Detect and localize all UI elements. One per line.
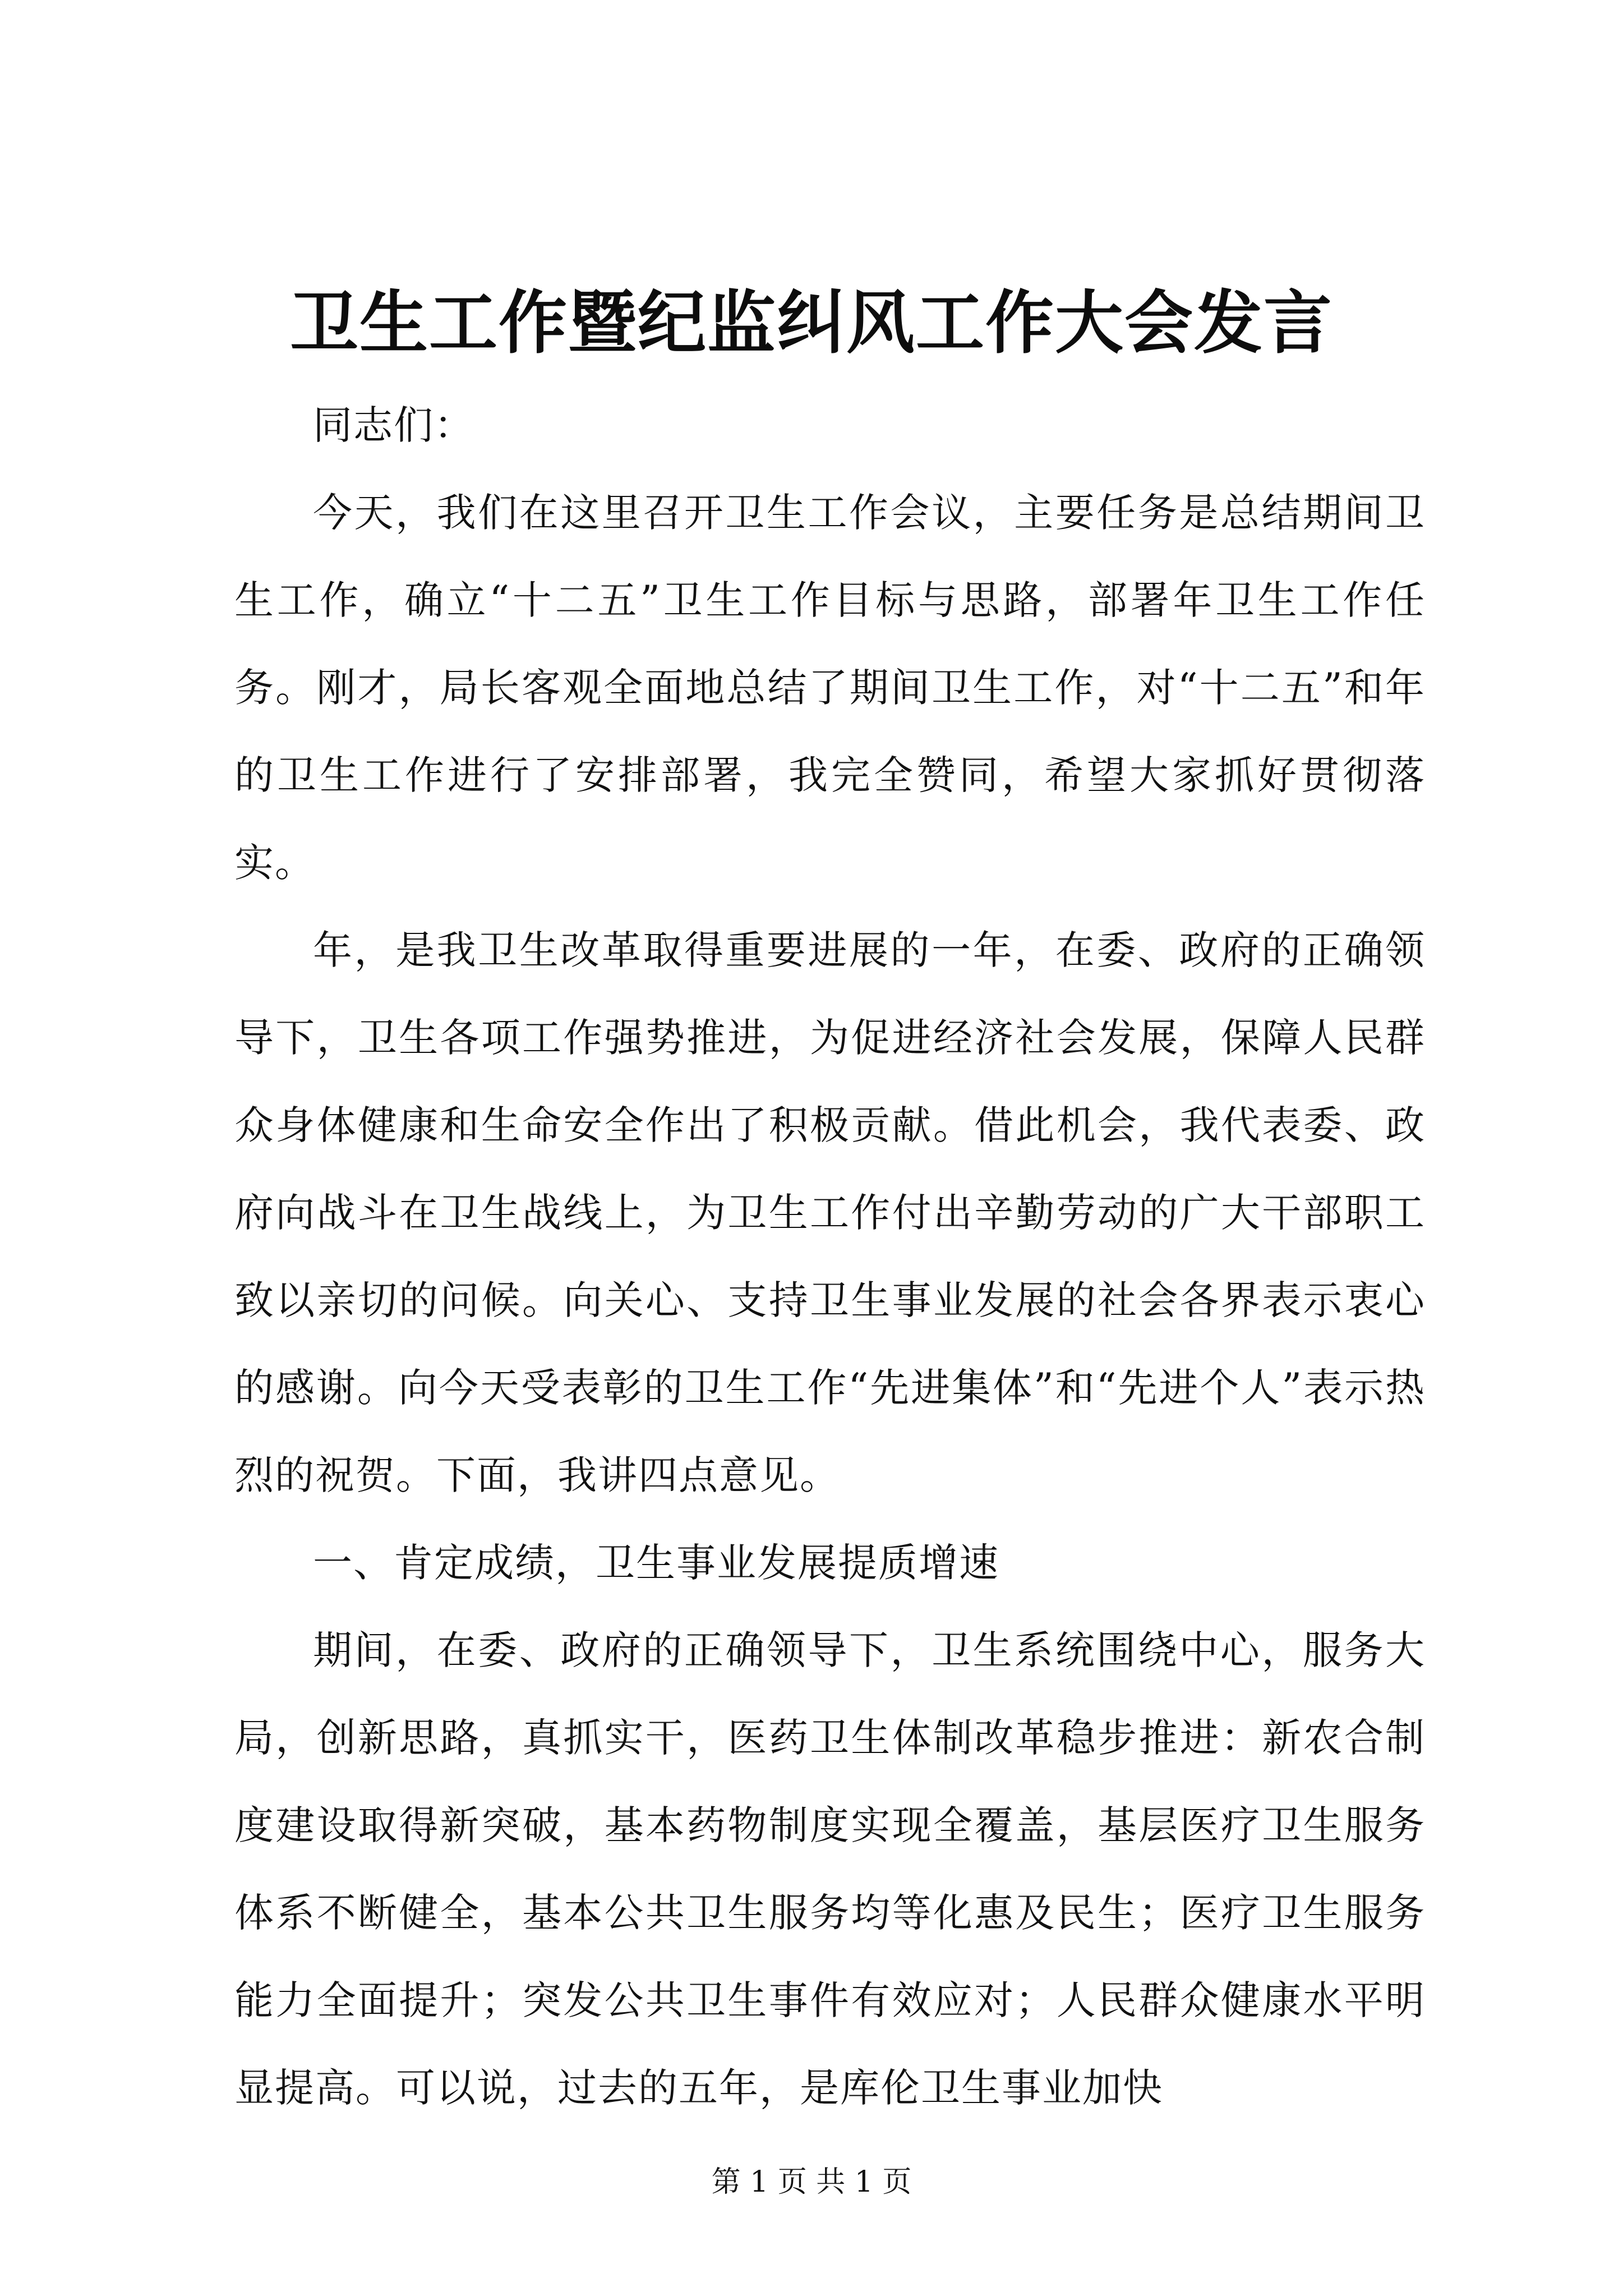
salutation-paragraph: 同志们：	[313, 402, 474, 448]
section-heading: 一、肯定成绩，卫生事业发展提质增速	[313, 1540, 999, 1586]
body-paragraph: 今天，我们在这里召开卫生工作会议，主要任务是总结期间卫生工作，确立“十二五”卫生工作目标与思路，部署年卫生工作任务。刚才，局长客观全面地总结了期间卫生工作，对“十二五”和年的卫生工作进行了安排部署，我完全赞同，希望大家抓好贯彻落实。	[234, 490, 1426, 886]
page-footer: 第 1 页 共 1 页	[711, 2165, 912, 2199]
document-title: 卫生工作暨纪监纠风工作大会发言	[290, 282, 1333, 363]
document-body	[234, 381, 1426, 2132]
body-paragraph: 年，是我卫生改革取得重要进展的一年，在委、政府的正确领导下，卫生各项工作强势推进，为促进经济社会发展，保障人民群众身体健康和生命安全作出了积极贡献。借此机会，我代表委、政府向战斗在卫生战线上，为卫生工作付出辛勤劳动的广大干部职工致以亲切的问候。向关心、支持卫生事业发展的社会各界表示衷心的感谢。向今天受表彰的卫生工作“先进集体”和“先进个人”表示热烈的祝贺。下面，我讲四点意见。	[234, 927, 1426, 1498]
body-paragraph: 期间，在委、政府的正确领导下，卫生系统围绕中心，服务大局，创新思路，真抓实干，医药卫生体制改革稳步推进：新农合制度建设取得新突破，基本药物制度实现全覆盖，基层医疗卫生服务体系不断健全，基本公共卫生服务均等化惠及民生；医疗卫生服务能力全面提升；突发公共卫生事件有效应对；人民群众健康水平明显提高。可以说，过去的五年，是库伦卫生事业加快	[234, 1627, 1426, 2111]
